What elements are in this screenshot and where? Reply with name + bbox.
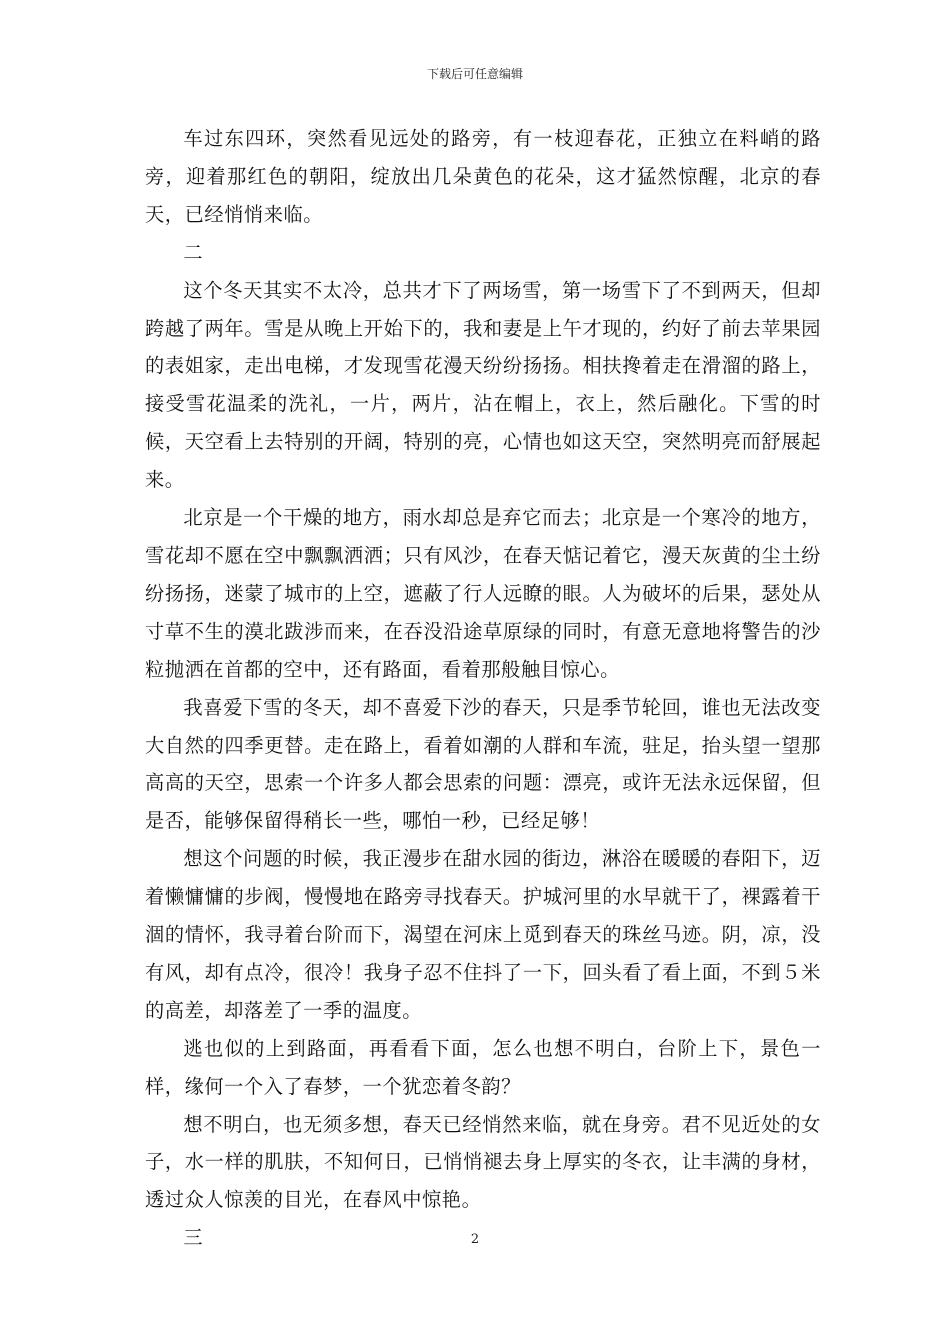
paragraph-5: 想这个问题的时候，我正漫步在甜水园的街边，淋浴在暖暖的春阳下，迈着懒慵慵的步阀，慢慢地在路旁寻找春天。护城河里的水早就干了，裸露着干涸的情怀，我寻着台阶而下，渴望在河床上觅到春天的珠丝马迹。阴，凉，没有风，却有点冷，很冷！我身子忍不住抖了一下，回头看了看上面，不到５米的高差，却落差了一季的温度。 <box>145 847 821 1022</box>
paragraph-6: 逃也似的上到路面，再看看下面，怎么也想不明白，台阶上下，景色一样，缘何一个入了春梦，一个犹恋着冬韵？ <box>145 1036 821 1098</box>
paragraph-4: 我喜爱下雪的冬天，却不喜爱下沙的春天，只是季节轮回，谁也无法改变大自然的四季更替。走在路上，看着如潮的人群和车流，驻足，抬头望一望那高高的天空，思索一个许多人都会思索的问题：漂亮，或许无法永远保留，但是否，能够保留得稍长一些，哪怕一秒，已经足够！ <box>145 695 821 833</box>
section-heading-three: 三 <box>183 1226 204 1250</box>
page-number: 2 <box>470 1232 480 1247</box>
paragraph-7: 想不明白，也无须多想，春天已经悄然来临，就在身旁。君不见近处的女子，水一样的肌肤，不知何日，已悄悄褪去身上厚实的冬衣，让丰满的身材，透过众人惊羡的目光，在春风中惊艳。 <box>145 1112 821 1212</box>
paragraph-3: 北京是一个干燥的地方，雨水却总是弃它而去；北京是一个寒冷的地方，雪花却不愿在空中飘飘洒洒；只有风沙，在春天惦记着它，漫天灰黄的尘土纷纷扬扬，迷蒙了城市的上空，遮蔽了行人远瞭的眼。人为破坏的后果，瑟处从寸草不生的漠北跋涉而来，在吞没沿途草原绿的同时，有意无意地将警告的沙粒抛洒在首都的空中，还有路面，看着那般触目惊心。 <box>145 506 821 681</box>
paragraph-2: 这个冬天其实不太冷，总共才下了两场雪，第一场雪下了不到两天，但却跨越了两年。雪是从晚上开始下的，我和妻是上午才现的，约好了前去苹果园的表姐家，走出电梯，才发现雪花漫天纷纷扬扬。相扶搀着走在滑溜的路上，接受雪花温柔的洗礼，一片，两片，沾在帽上，衣上，然后融化。下雪的时候，天空看上去特别的开阔，特别的亮，心情也如这天空，突然明亮而舒展起来。 <box>145 278 821 492</box>
document-body <box>145 120 821 1257</box>
paragraph-1: 车过东四环，突然看见远处的路旁，有一枝迎春花，正独立在料峭的路旁，迎着那红色的朝阳，绽放出几朵黄色的花朵，这才猛然惊醒，北京的春天，已经悄悄来临。 <box>145 127 821 226</box>
page-header: 下载后可任意编辑 <box>426 67 523 81</box>
section-heading-two: 二 <box>183 240 204 264</box>
